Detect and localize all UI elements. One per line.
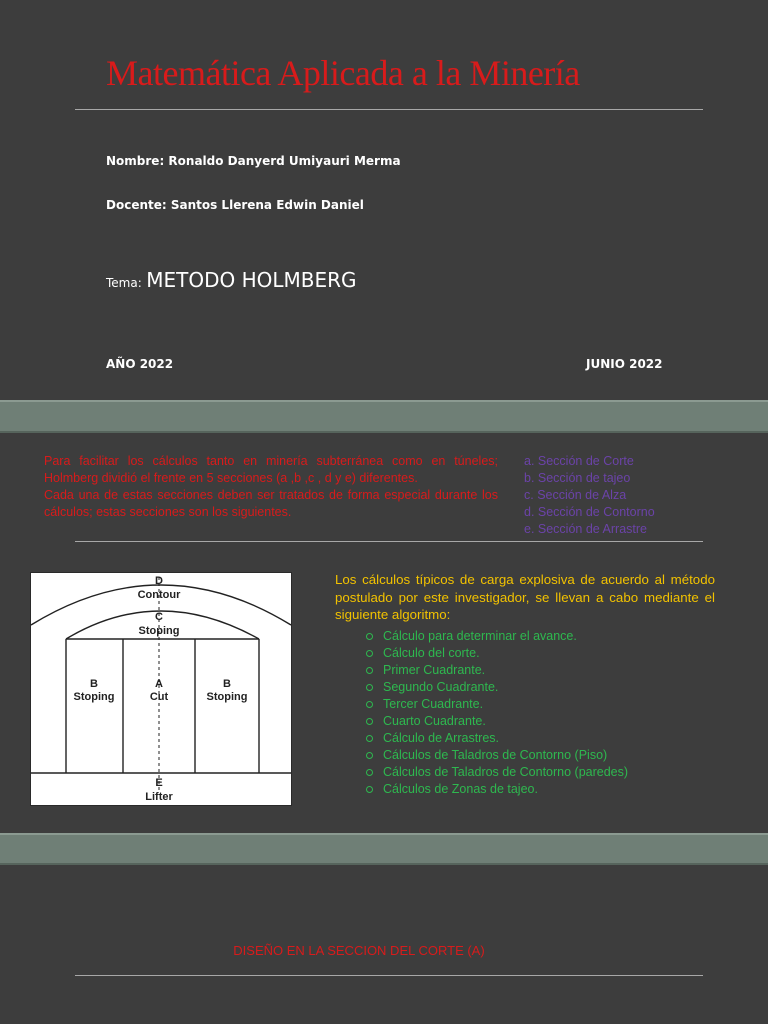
- label-cut: Cut: [149, 691, 169, 703]
- list-item: [366, 781, 628, 798]
- list-item: [366, 696, 628, 713]
- footer-divider: [75, 975, 703, 976]
- section-band-top: [0, 400, 768, 433]
- section-item-e: e. Sección de Arrastre: [524, 522, 647, 536]
- list-item: [366, 645, 628, 662]
- bullet-circle-icon: [366, 718, 373, 725]
- author-name: Nombre: Ronaldo Danyerd Umiyauri Merma: [106, 154, 401, 168]
- section-band-bottom: [0, 833, 768, 865]
- title-divider: [75, 109, 703, 110]
- label-lifter: Lifter: [145, 791, 173, 803]
- step-label: Segundo Cuadrante.: [383, 680, 499, 694]
- step-label: Cuarto Cuadrante.: [383, 714, 486, 728]
- label-d-letter: D: [155, 575, 163, 587]
- list-item: [366, 747, 628, 764]
- step-label: Cálculo para determinar el avance.: [383, 629, 577, 643]
- intro-paragraph-1: Para facilitar los cálculos tanto en minería subterránea como en túneles; Holmberg dividió el frente en 5 secciones (a ,b ,c , d y e) diferentes.: [44, 454, 498, 485]
- sections-list: [524, 453, 655, 538]
- bullet-circle-icon: [366, 735, 373, 742]
- holmberg-section-diagram: [30, 572, 292, 806]
- label-b-right-letter: B: [223, 678, 231, 690]
- list-item: [366, 679, 628, 696]
- list-item: [366, 713, 628, 730]
- label-a-letter: A: [155, 678, 163, 690]
- step-label: Primer Cuadrante.: [383, 663, 486, 677]
- topic-line: [106, 268, 357, 292]
- topic-value: METODO HOLMBERG: [146, 268, 357, 292]
- bullet-circle-icon: [366, 701, 373, 708]
- bullet-circle-icon: [366, 667, 373, 674]
- month-label: JUNIO 2022: [586, 357, 663, 371]
- label-b-left-letter: B: [90, 678, 98, 690]
- label-contour: Contour: [137, 589, 181, 601]
- label-stoping-right: Stoping: [206, 691, 248, 703]
- bullet-circle-icon: [366, 650, 373, 657]
- list-item: [366, 730, 628, 747]
- section-item-b: b. Sección de tajeo: [524, 471, 631, 485]
- page-title: Matemática Aplicada a la Minería: [106, 53, 580, 93]
- bullet-circle-icon: [366, 633, 373, 640]
- label-c-letter: C: [155, 611, 163, 623]
- algorithm-intro: Los cálculos típicos de carga explosiva de acuerdo al método postulado por este investigador, se llevan a cabo mediante el siguiente algoritmo:: [335, 572, 715, 622]
- label-stoping-top: Stoping: [138, 625, 180, 637]
- bullet-circle-icon: [366, 684, 373, 691]
- bullet-circle-icon: [366, 786, 373, 793]
- label-stoping-left: Stoping: [73, 691, 115, 703]
- step-label: Cálculo del corte.: [383, 646, 480, 660]
- design-section-title: DISEÑO EN LA SECCION DEL CORTE (A): [233, 943, 485, 958]
- step-label: Cálculos de Taladros de Contorno (paredes): [383, 765, 629, 779]
- step-label: Cálculos de Zonas de tajeo.: [383, 782, 538, 796]
- intro-paragraph-2: Cada una de estas secciones deben ser tratados de forma especial durante los cálculos; estas secciones son los siguientes.: [44, 488, 498, 519]
- algorithm-steps-list: [366, 628, 628, 798]
- year-label: AÑO 2022: [106, 357, 174, 371]
- step-label: Cálculos de Taladros de Contorno (Piso): [383, 748, 608, 762]
- section-item-a: a. Sección de Corte: [524, 454, 634, 468]
- section-item-d: d. Sección de Contorno: [524, 505, 655, 519]
- intro-text: [44, 453, 498, 521]
- list-item: [366, 764, 628, 781]
- section-item-c: c. Sección de Alza: [524, 488, 627, 502]
- step-label: Cálculo de Arrastres.: [383, 731, 500, 745]
- bullet-circle-icon: [366, 769, 373, 776]
- intro-divider: [75, 541, 703, 542]
- diagram-svg: [31, 573, 291, 805]
- label-e-letter: E: [155, 777, 163, 789]
- teacher-name: Docente: Santos Llerena Edwin Daniel: [106, 198, 364, 212]
- list-item: [366, 662, 628, 679]
- step-label: Tercer Cuadrante.: [383, 697, 484, 711]
- topic-label: Tema:: [106, 276, 142, 290]
- list-item: [366, 628, 628, 645]
- bullet-circle-icon: [366, 752, 373, 759]
